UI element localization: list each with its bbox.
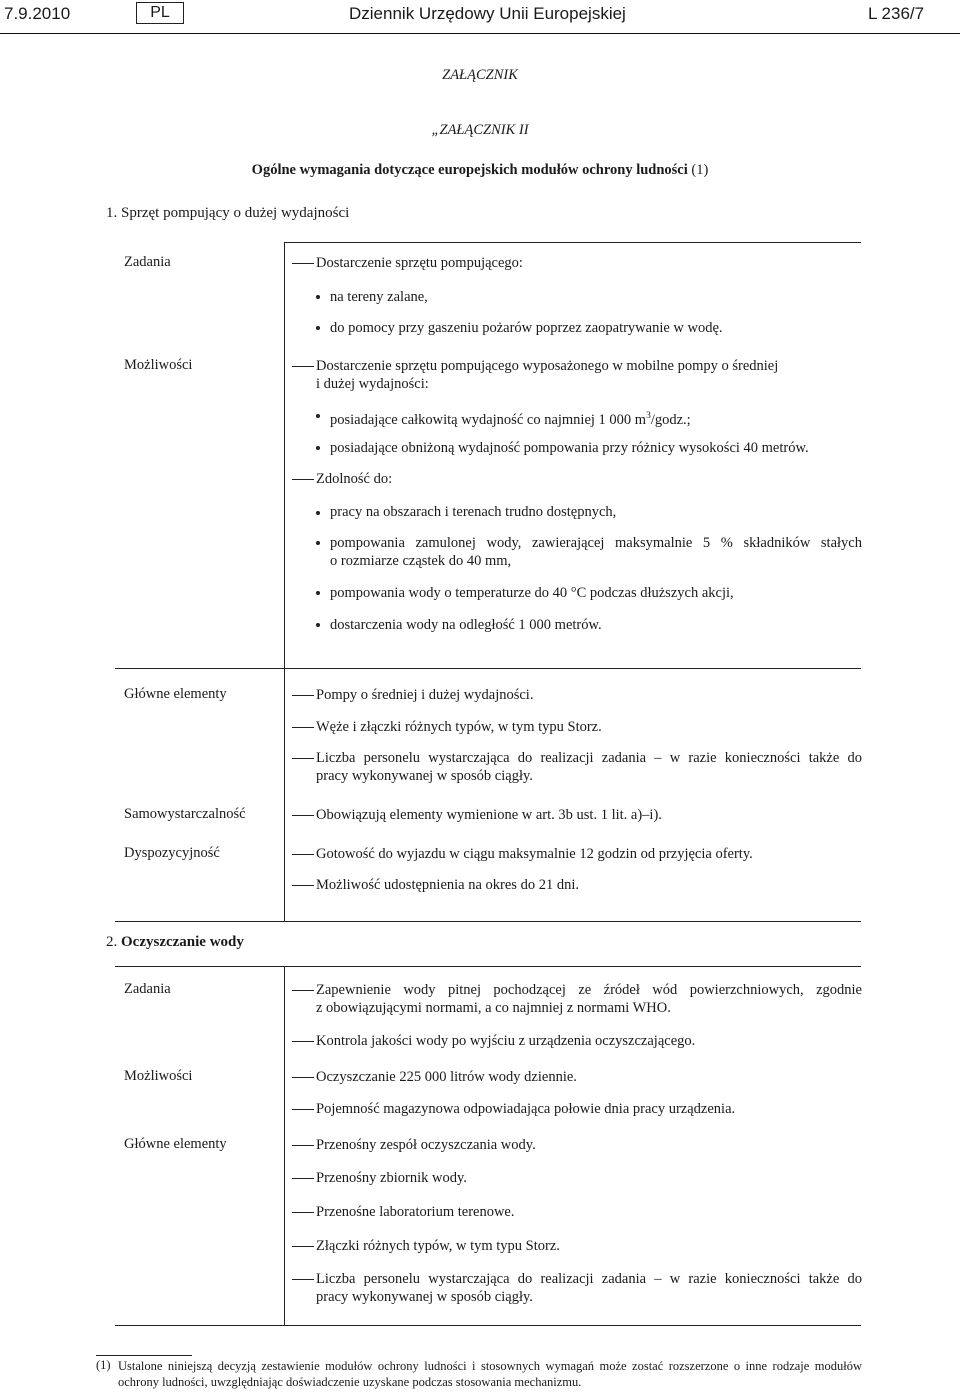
label-zadania: Zadania [124, 981, 171, 997]
bullet-dot [316, 541, 320, 545]
label-glowne-elementy: Główne elementy [124, 686, 227, 702]
element-item: Węże i złączki różnych typów, w tym typu Storz. [316, 719, 602, 735]
bullet-item: pompowania wody o temperaturze do 40 °C podczas dłuższych akcji, [330, 585, 734, 601]
dash-marker [292, 1246, 314, 1247]
element-item: Przenośny zespół oczyszczania wody. [316, 1137, 536, 1153]
label-glowne-elementy: Główne elementy [124, 1136, 227, 1152]
self-sufficiency-item: Obowiązują elementy wymienione w art. 3b ust. 1 lit. a)–i). [316, 807, 662, 823]
dash-marker [292, 854, 314, 855]
footnote-text: Ustalone niniejszą decyzją zestawienie modułów ochrony ludności i stosownych wymagań może zostać rozszerzone o inne rodzaje modułów ochrony ludności, uwzględniając doświadczenie uzyskane podczas stosowania mechanizmu. [118, 1359, 862, 1389]
dash-marker [292, 695, 314, 696]
bullet-item: pracy na obszarach i terenach trudno dostępnych, [330, 504, 617, 520]
ability-text: Zdolność do: [316, 471, 393, 487]
header-rule [0, 33, 960, 34]
dash-marker [292, 263, 314, 264]
bullet-item: do pomocy przy gaszeniu pożarów poprzez zaopatrywanie w wodę. [330, 320, 723, 336]
label-mozliwosci: Możliwości [124, 1068, 193, 1084]
label-samowystarczalnosc: Samowystarczalność [124, 806, 246, 822]
table-2-divider [284, 966, 285, 1326]
section-2-heading [106, 934, 244, 951]
dash-marker [292, 815, 314, 816]
dash-marker [292, 1178, 314, 1179]
element-item: Liczba personelu wystarczająca do realizacji zadania – w razie konieczności także do [316, 750, 862, 766]
capability-text-line1: Dostarczenie sprzętu pompującego wyposażonego w mobilne pompy o średniej [316, 358, 779, 374]
capability-item: Oczyszczanie 225 000 litrów wody dziennie. [316, 1069, 577, 1085]
capacity-unit: /godz.; [650, 411, 691, 428]
annex-subtitle: „ZAŁĄCZNIK II [431, 122, 529, 138]
table-1-top-rule [284, 242, 861, 243]
dash-marker [292, 1145, 314, 1146]
element-item: Złączki różnych typów, w tym typu Storz. [316, 1238, 560, 1254]
table-1-divider-bottom [284, 668, 285, 922]
label-zadania: Zadania [124, 254, 171, 270]
journal-title: Dziennik Urzędowy Unii Europejskiej [349, 4, 626, 23]
table-1-bottom-rule [115, 921, 861, 922]
dash-marker [292, 479, 314, 480]
dash-marker [292, 1212, 314, 1213]
superscript-3: 3 [646, 411, 651, 421]
annex-heading-text: Ogólne wymagania dotyczące europejskich modułów ochrony ludności [251, 162, 688, 178]
task-item-continuation: z obowiązującymi normami, a co najmniej z normami WHO. [316, 1000, 671, 1016]
table-2-top-rule [115, 966, 861, 967]
page-header [0, 2, 960, 28]
task-item: Zapewnienie wody pitnej pochodzącej ze źródeł wód powierzchniowych, zgodnie [316, 982, 862, 998]
page-number: L 236/7 [868, 4, 925, 23]
bullet-dot [316, 295, 320, 299]
bullet-item: posiadające obniżoną wydajność pompowania przy różnicy wysokości 40 metrów. [330, 440, 809, 456]
dash-marker [292, 366, 314, 367]
bullet-dot [316, 591, 320, 595]
dash-marker [292, 727, 314, 728]
section-1-number: 1. [106, 205, 118, 221]
element-item-continuation: pracy wykonywanej w sposób ciągły. [316, 1289, 533, 1305]
section-2-title: Oczyszczanie wody [121, 934, 244, 950]
section-1-title: Sprzęt pompujący o dużej wydajności [121, 205, 350, 221]
element-item: Przenośny zbiornik wody. [316, 1170, 467, 1186]
section-2-number: 2. [106, 934, 118, 950]
bullet-dot [316, 414, 320, 418]
bullet-item: dostarczenia wody na odległość 1 000 metrów. [330, 617, 602, 633]
language-badge: PL [136, 2, 184, 24]
capability-text-line2: i dużej wydajności: [316, 376, 429, 392]
dash-marker [292, 885, 314, 886]
element-item: Przenośne laboratorium terenowe. [316, 1204, 515, 1220]
label-mozliwosci: Możliwości [124, 357, 193, 373]
footnote-mark: (1) [96, 1358, 111, 1372]
dash-marker [292, 1109, 314, 1110]
capability-item: Pojemność magazynowa odpowiadająca połowie dnia pracy urządzenia. [316, 1101, 736, 1117]
section-1-heading [106, 205, 349, 222]
footnote-reference: (1) [691, 162, 709, 178]
capacity-text: posiadające całkowitą wydajność co najmniej 1 000 m [330, 411, 647, 428]
annex-title: ZAŁĄCZNIK [442, 67, 518, 83]
element-item: Liczba personelu wystarczająca do realizacji zadania – w razie konieczności także do [316, 1271, 862, 1287]
table-1-divider-top [284, 242, 285, 668]
bullet-item: pompowania zamulonej wody, zawierającej maksymalnie 5 % składników stałych [330, 535, 862, 551]
table-2-bottom-rule [115, 1325, 861, 1326]
table-1-mid-rule [115, 668, 861, 669]
label-dyspozycyjnosc: Dyspozycyjność [124, 845, 220, 861]
bullet-dot [316, 511, 320, 515]
dash-marker [292, 1279, 314, 1280]
dash-marker [292, 1077, 314, 1078]
dash-marker [292, 1041, 314, 1042]
availability-item: Gotowość do wyjazdu w ciągu maksymalnie 12 godzin od przyjęcia oferty. [316, 846, 753, 862]
dash-marker [292, 990, 314, 991]
element-item: Pompy o średniej i dużej wydajności. [316, 687, 534, 703]
footnote-rule [96, 1355, 192, 1356]
element-item-continuation: pracy wykonywanej w sposób ciągły. [316, 768, 533, 784]
task-text: Dostarczenie sprzętu pompującego: [316, 255, 523, 271]
bullet-item-continuation: o rozmiarze cząstek do 40 mm, [330, 553, 512, 569]
annex-heading [0, 162, 960, 179]
bullet-dot [316, 446, 320, 450]
publication-date: 7.9.2010 [4, 4, 71, 23]
bullet-dot [316, 326, 320, 330]
availability-item: Możliwość udostępnienia na okres do 21 dni. [316, 877, 579, 893]
task-item: Kontrola jakości wody po wyjściu z urządzenia oczyszczającego. [316, 1033, 696, 1049]
bullet-dot [316, 623, 320, 627]
bullet-item [330, 407, 862, 429]
bullet-item: na tereny zalane, [330, 289, 428, 305]
dash-marker [292, 758, 314, 759]
